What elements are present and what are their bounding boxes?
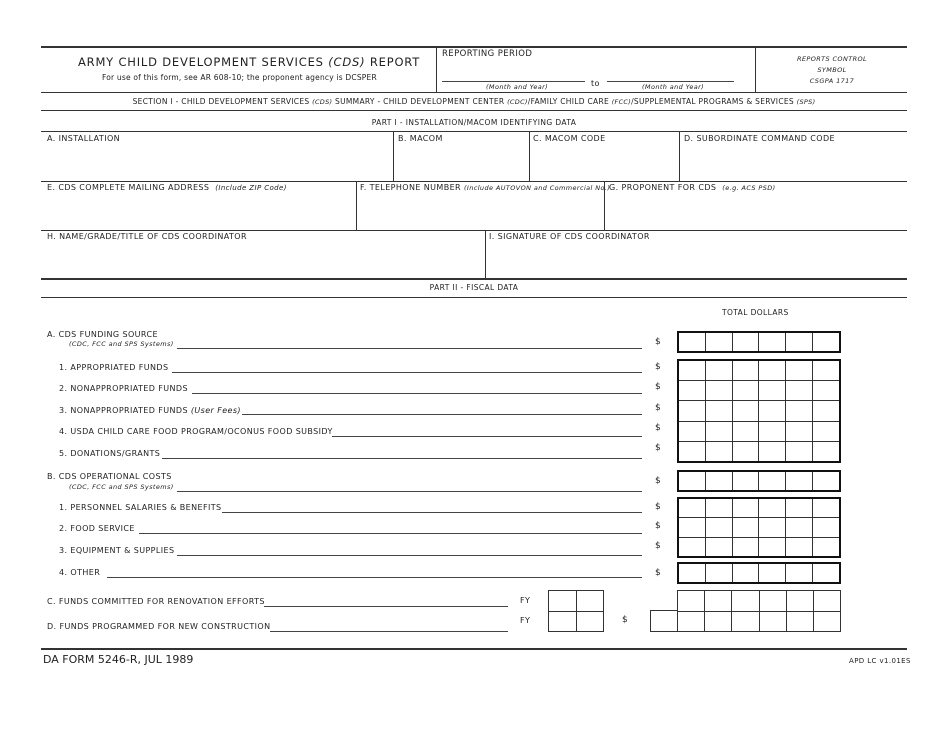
nonappropriated-funds-label: 2. NONAPPROPRIATED FUNDS: [59, 384, 188, 393]
funding-source-label: A. CDS FUNDING SOURCE: [47, 330, 158, 339]
donations-grants-line[interactable]: [162, 458, 642, 459]
usda-food-program-line[interactable]: [332, 436, 642, 437]
reports-control-symbol: REPORTS CONTROL: [796, 55, 868, 63]
other-costs-total[interactable]: [677, 562, 841, 584]
mailing-address-field[interactable]: E. CDS COMPLETE MAILING ADDRESS (Include ZIP Code): [47, 183, 287, 192]
other-costs-label: 4. OTHER: [59, 568, 101, 577]
renovation-construction-totals[interactable]: [677, 590, 841, 632]
funding-items-grid[interactable]: [677, 359, 841, 463]
construction-funds-line[interactable]: [270, 631, 508, 632]
operational-costs-label: B. CDS OPERATIONAL COSTS: [47, 472, 172, 481]
form-identifier: DA FORM 5246-R, JUL 1989: [43, 653, 194, 666]
operational-items-grid[interactable]: [677, 497, 841, 558]
form-subtitle: For use of this form, see AR 608-10; the proponent agency is DCSPER: [102, 73, 377, 82]
macom-code-field[interactable]: C. MACOM CODE: [533, 134, 606, 143]
operational-costs-total[interactable]: [677, 470, 841, 492]
personnel-salaries-line[interactable]: [222, 512, 642, 513]
telephone-field[interactable]: F. TELEPHONE NUMBER (Include AUTOVON and Commercial No.): [360, 183, 611, 192]
other-costs-line[interactable]: [107, 577, 642, 578]
nonappropriated-funds-line[interactable]: [192, 393, 642, 394]
donations-grants-label: 5. DONATIONS/GRANTS: [59, 449, 161, 458]
appropriated-funds-line[interactable]: [172, 372, 642, 373]
reporting-period-label: REPORTING PERIOD: [442, 49, 533, 59]
funding-source-total[interactable]: [677, 331, 841, 353]
construction-total-extra-cell[interactable]: [650, 610, 677, 632]
equipment-supplies-line[interactable]: [177, 555, 642, 556]
construction-funds-label: D. FUNDS PROGRAMMED FOR NEW CONSTRUCTION: [47, 622, 271, 631]
period-end-field[interactable]: [607, 81, 734, 82]
top-border: [41, 46, 907, 48]
usda-food-program-label: 4. USDA CHILD CARE FOOD PROGRAM/OCONUS FOOD SUBSIDY: [59, 427, 333, 436]
coordinator-signature-field[interactable]: I. SIGNATURE OF CDS COORDINATOR: [489, 232, 650, 241]
form-title: ARMY CHILD DEVELOPMENT SERVICES (CDS) REPORT: [78, 55, 421, 69]
construction-fy-label: FY: [520, 616, 531, 625]
funding-source-line[interactable]: [177, 348, 642, 349]
part-1-heading: PART I - INSTALLATION/MACOM IDENTIFYING DATA: [371, 118, 577, 127]
operational-costs-line[interactable]: [177, 491, 642, 492]
total-dollars-header: TOTAL DOLLARS: [722, 308, 789, 317]
renovation-fy-label: FY: [520, 596, 531, 605]
coordinator-name-field[interactable]: H. NAME/GRADE/TITLE OF CDS COORDINATOR: [47, 232, 247, 241]
food-service-label: 2. FOOD SERVICE: [59, 524, 135, 533]
fy-grid[interactable]: [548, 590, 604, 632]
part-2-heading: PART II - FISCAL DATA: [429, 283, 519, 292]
section-1-heading: SECTION I - CHILD DEVELOPMENT SERVICES (CDS) SUMMARY - CHILD DEVELOPMENT CENTER (CDC)/FAMILY CHILD CARE (FCC)/SUPPLEMENTAL PROGRAMS & SERVICES (SPS): [132, 97, 816, 106]
equipment-supplies-label: 3. EQUIPMENT & SUPPLIES: [59, 546, 175, 555]
personnel-salaries-label: 1. PERSONNEL SALARIES & BENEFITS: [59, 503, 222, 512]
macom-field[interactable]: B. MACOM: [398, 134, 443, 143]
proponent-field[interactable]: G. PROPONENT FOR CDS (e.g. ACS PSD): [609, 183, 776, 192]
user-fees-line[interactable]: [242, 414, 642, 415]
user-fees-label: 3. NONAPPROPRIATED FUNDS (User Fees): [59, 406, 241, 415]
installation-field[interactable]: A. INSTALLATION: [47, 134, 121, 143]
subordinate-command-code-field[interactable]: D. SUBORDINATE COMMAND CODE: [684, 134, 835, 143]
food-service-line[interactable]: [139, 533, 642, 534]
version-label: APD LC v1.01ES: [849, 657, 911, 665]
appropriated-funds-label: 1. APPROPRIATED FUNDS: [59, 363, 169, 372]
period-start-field[interactable]: [442, 81, 585, 82]
renovation-funds-line[interactable]: [264, 606, 508, 607]
renovation-funds-label: C. FUNDS COMMITTED FOR RENOVATION EFFORTS: [47, 597, 265, 606]
